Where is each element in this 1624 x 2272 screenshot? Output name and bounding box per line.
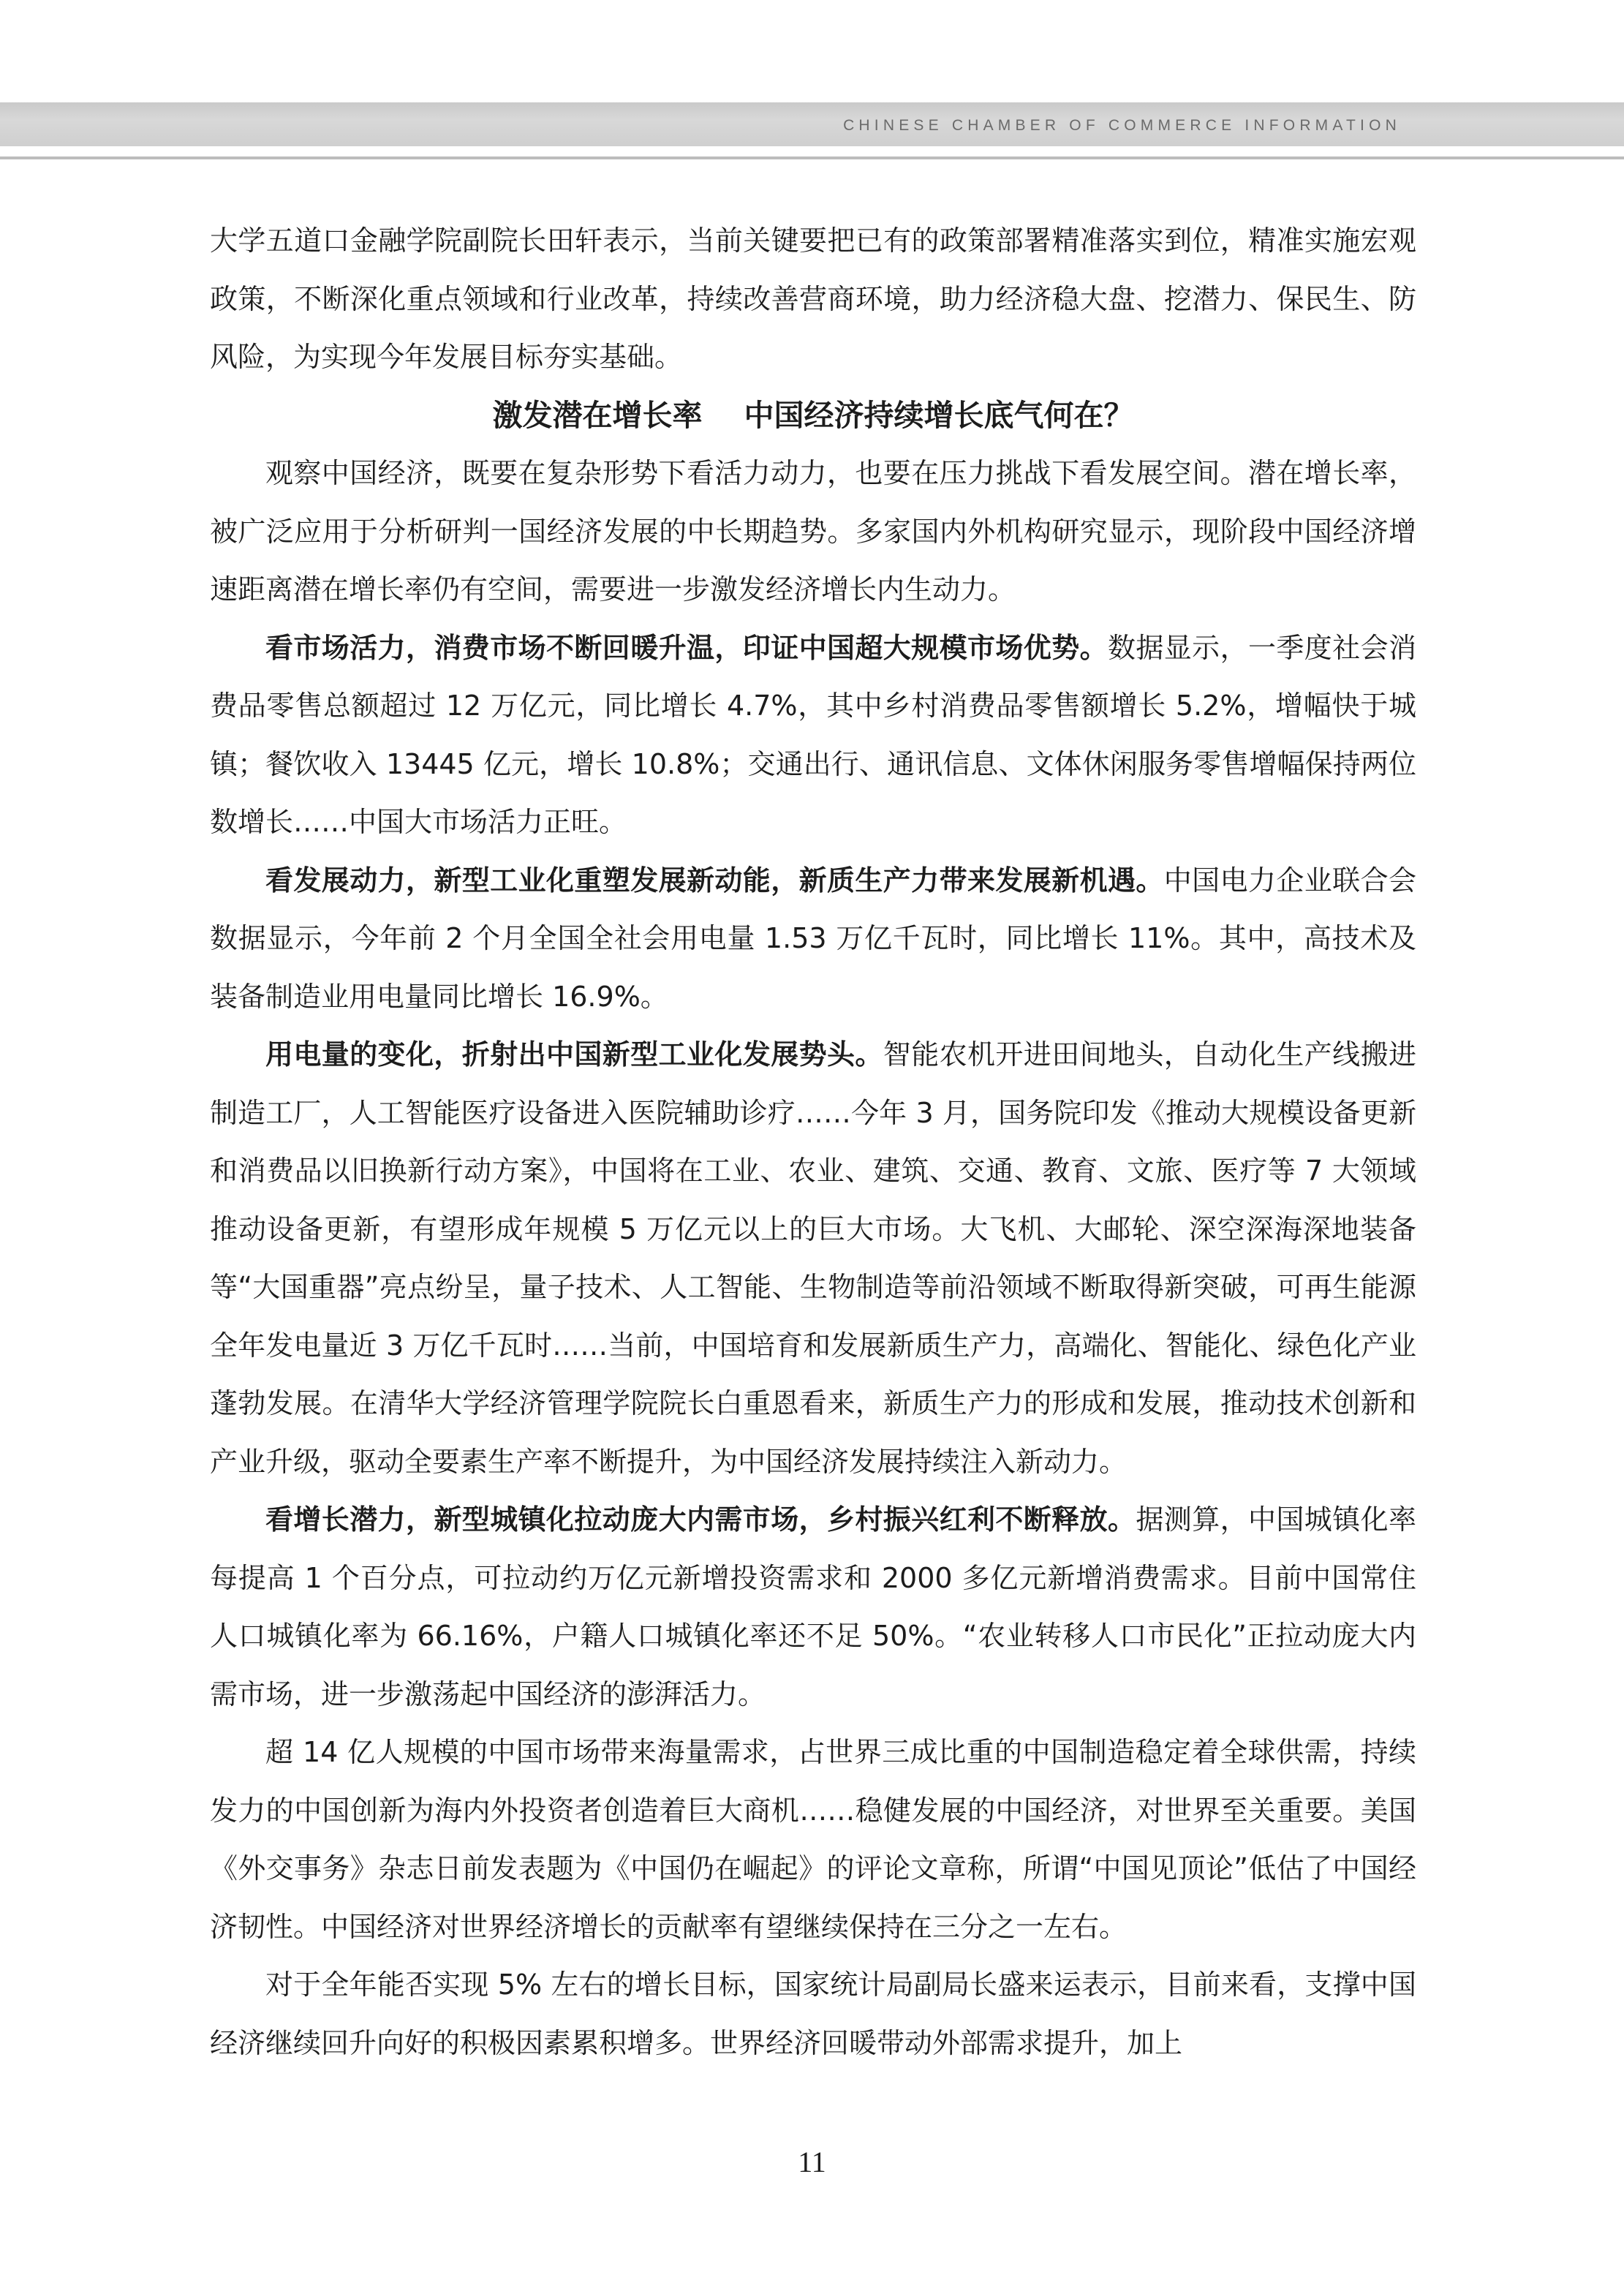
paragraph-growth-target: 对于全年能否实现 5% 左右的增长目标，国家统计局副局长盛来运表示，目前来看，支撑中国经济继续回升向好的积极因素累积增多。世界经济回暖带动外部需求提升，加上 (210, 1969, 1416, 2059)
paragraph-growth-potential (210, 1491, 1416, 1724)
paragraph-observe: 观察中国经济，既要在复杂形势下看活力动力，也要在压力挑战下看发展空间。潜在增长率，被广泛应用于分析研判一国经济发展的中长期趋势。多家国内外机构研究显示，现阶段中国经济增速距离潜在增长率仍有空间，需要进一步激发经济增长内生动力。 (210, 457, 1416, 605)
paragraph-body: 数据显示，一季度社会消费品零售总额超过 12 万亿元，同比增长 4.7%，其中乡村消费品零售额增长 5.2%，增幅快于城镇；餐饮收入 13445 亿元，增长 10.8%；交通出行、通讯信息、文体休闲服务零售增幅保持两位数增长……中国大市场活力正旺。 (210, 631, 1416, 838)
paragraph-lead: 看增长潜力，新型城镇化拉动庞大内需市场，乡村振兴红利不断释放。 (265, 1503, 1136, 1536)
paragraph-lead: 看市场活力，消费市场不断回暖升温，印证中国超大规模市场优势。 (265, 631, 1108, 664)
paragraph-global-importance: 超 14 亿人规模的中国市场带来海量需求，占世界三成比重的中国制造稳定着全球供需，持续发力的中国创新为海内外投资者创造着巨大商机……稳健发展的中国经济，对世界至关重要。美国《外交事务》杂志日前发表题为《中国仍在崛起》的评论文章称，所谓“中国见顶论”低估了中国经济韧性。中国经济对世界经济增长的贡献率有望继续保持在三分之一左右。 (210, 1736, 1416, 1943)
paragraph-lead: 看发展动力，新型工业化重塑发展新动能，新质生产力带来发展新机遇。 (265, 864, 1164, 897)
paragraph-lead: 用电量的变化，折射出中国新型工业化发展势头。 (265, 1038, 883, 1071)
article-body (210, 212, 1416, 2072)
publication-header: CHINESE CHAMBER OF COMMERCE INFORMATION (843, 117, 1401, 134)
paragraph-development-momentum (210, 852, 1416, 1027)
paragraph-market-vitality (210, 619, 1416, 852)
page-number: 11 (798, 2145, 826, 2178)
intro-paragraph: 大学五道口金融学院副院长田轩表示，当前关键要把已有的政策部署精准落实到位，精准实施宏观政策，不断深化重点领域和行业改革，持续改善营商环境，助力经济稳大盘、挖潜力、保民生、防风险，为实现今年发展目标夯实基础。 (210, 224, 1416, 373)
header-divider (0, 156, 1624, 159)
paragraph-body: 中国电力企业联合会数据显示，今年前 2 个月全国全社会用电量 1.53 万亿千瓦时，同比增长 11%。其中，高技术及装备制造业用电量同比增长 16.9%。 (210, 864, 1416, 1013)
section-title: 激发潜在增长率 中国经济持续增长底气何在？ (492, 397, 1134, 433)
paragraph-body: 智能农机开进田间地头，自动化生产线搬进制造工厂，人工智能医疗设备进入医院辅助诊疗……今年 3 月，国务院印发《推动大规模设备更新和消费品以旧换新行动方案》，中国将在工业、农业、建筑、交通、教育、文旅、医疗等 7 大领域推动设备更新，有望形成年规模 5 万亿元以上的巨大市场。大飞机、大邮轮、深空深海深地装备等“大国重器”亮点纷呈，量子技术、人工智能、生物制造等前沿领域不断取得新突破，可再生能源全年发电量近 3 万亿千瓦时……当前，中国培育和发展新质生产力，高端化、智能化、绿色化产业蓬勃发展。在清华大学经济管理学院院长白重恩看来，新质生产力的形成和发展，推动技术创新和产业升级，驱动全要素生产率不断提升，为中国经济发展持续注入新动力。 (210, 1038, 1416, 1478)
paragraph-body: 据测算，中国城镇化率每提高 1 个百分点，可拉动约万亿元新增投资需求和 2000 多亿元新增消费需求。目前中国常住人口城镇化率为 66.16%，户籍人口城镇化率还不足 50%。“农业转移人口市民化”正拉动庞大内需市场，进一步激荡起中国经济的澎湃活力。 (210, 1503, 1416, 1710)
paragraph-electricity-change (210, 1026, 1416, 1491)
